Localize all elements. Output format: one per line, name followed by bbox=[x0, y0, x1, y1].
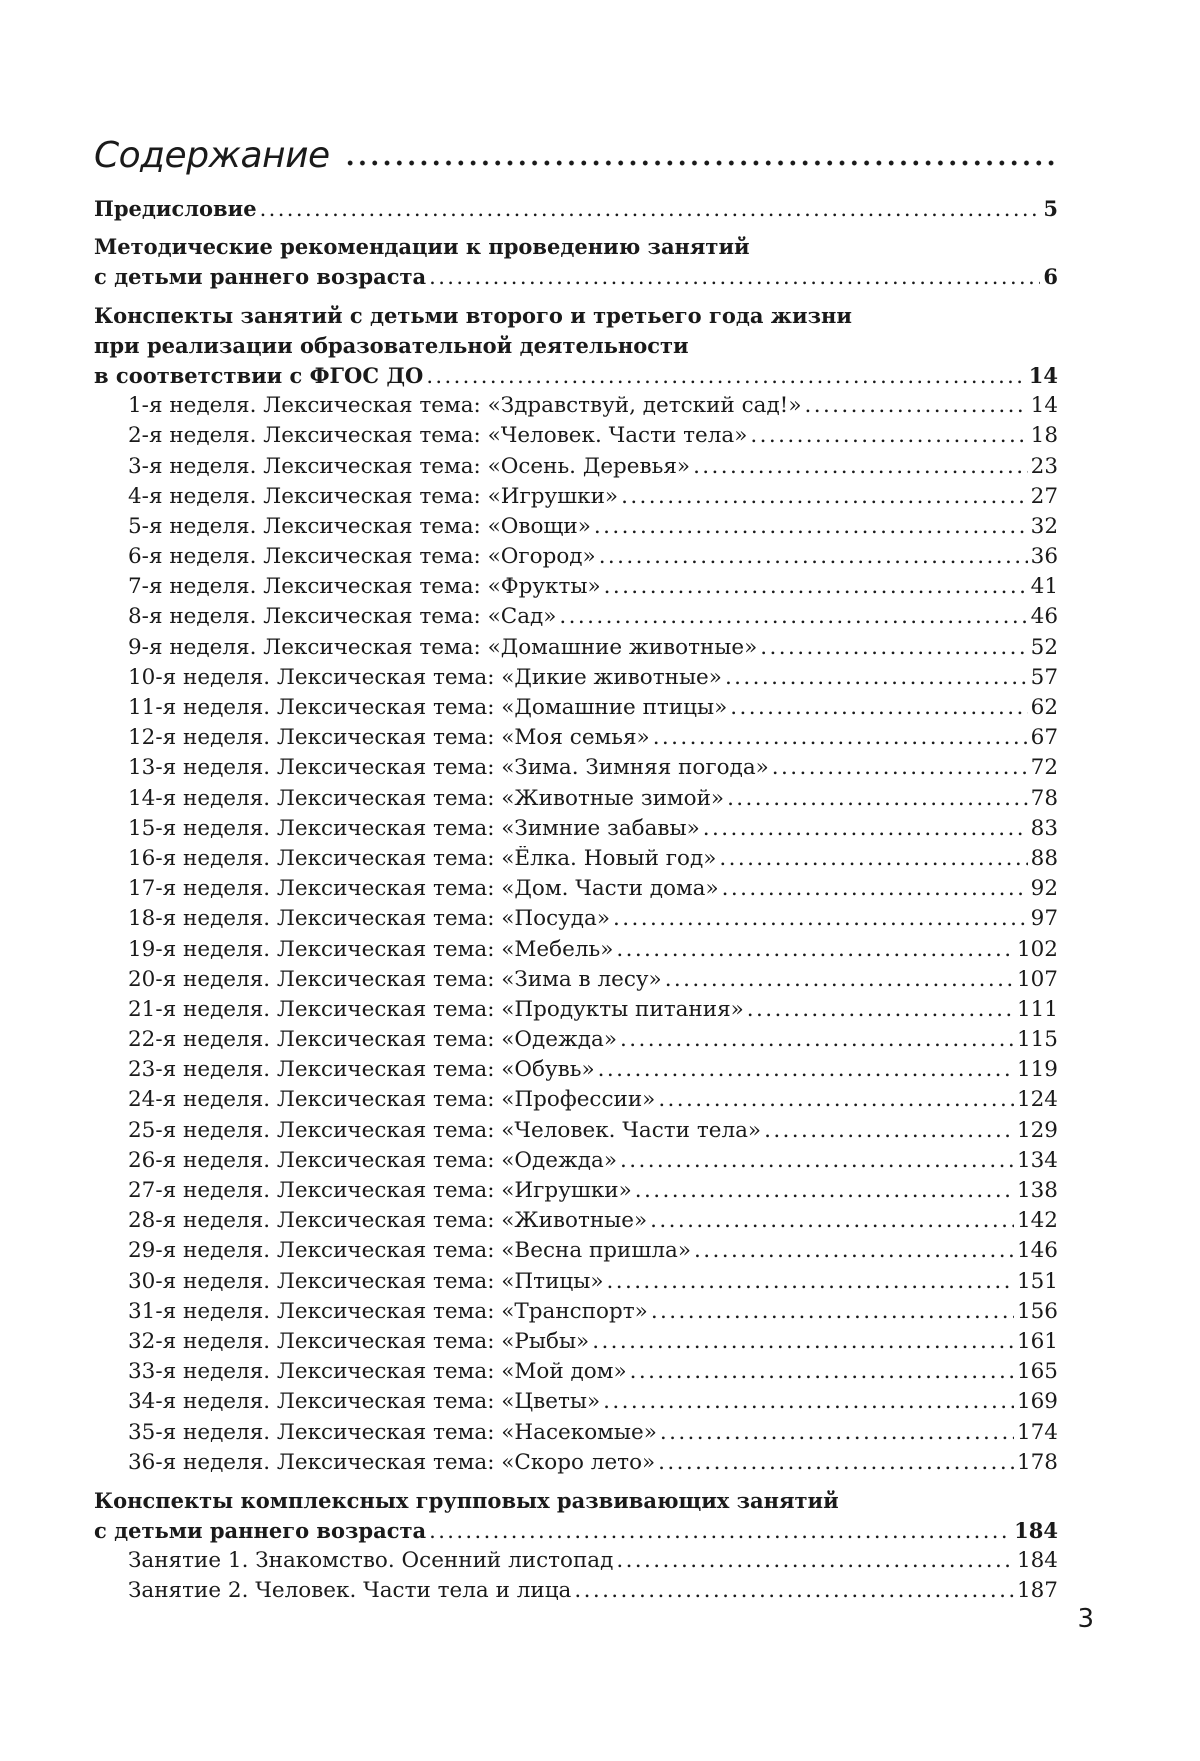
dot-leader bbox=[620, 1148, 1014, 1173]
toc-entry-text: 4-я неделя. Лексическая тема: «Игрушки» bbox=[128, 483, 619, 509]
toc-entry[interactable] bbox=[94, 454, 1058, 484]
toc-entry-text: 19-я неделя. Лексическая тема: «Мебель» bbox=[128, 936, 614, 962]
dot-leader bbox=[604, 574, 1028, 599]
toc-entry-text: 15-я неделя. Лексическая тема: «Зимние забавы» bbox=[128, 815, 700, 841]
toc-entry[interactable] bbox=[94, 695, 1058, 725]
dot-leader bbox=[727, 786, 1028, 811]
toc-entry[interactable] bbox=[94, 514, 1058, 544]
toc-entry-text: 23-я неделя. Лексическая тема: «Обувь» bbox=[128, 1057, 595, 1083]
dot-leader bbox=[621, 484, 1028, 509]
dot-leader bbox=[651, 1299, 1014, 1324]
toc-entry[interactable] bbox=[94, 393, 1058, 423]
toc-entry[interactable] bbox=[94, 665, 1058, 695]
section-heading-text: в соответствии с ФГОС ДО bbox=[94, 362, 424, 388]
toc-entry-page-number: 187 bbox=[1016, 1578, 1058, 1604]
toc-entry[interactable] bbox=[94, 906, 1058, 936]
toc-entry[interactable] bbox=[94, 544, 1058, 574]
dot-leader bbox=[429, 1519, 1011, 1543]
dot-leader bbox=[658, 1087, 1014, 1112]
toc-entry[interactable] bbox=[94, 1450, 1058, 1480]
dot-leader bbox=[730, 695, 1027, 720]
toc-entry[interactable] bbox=[94, 1269, 1058, 1299]
dot-leader bbox=[722, 876, 1028, 901]
section-page-number: 6 bbox=[1043, 264, 1058, 290]
dot-leader bbox=[594, 514, 1028, 539]
toc-entry-text: 25-я неделя. Лексическая тема: «Человек. Части тела» bbox=[128, 1117, 762, 1143]
dot-leader bbox=[598, 1057, 1014, 1082]
section-heading-line bbox=[94, 363, 1058, 393]
section-heading-line bbox=[94, 264, 1058, 294]
toc-entry-page-number: 62 bbox=[1030, 695, 1058, 720]
toc-entry-page-number: 165 bbox=[1016, 1359, 1058, 1385]
toc-entry-page-number: 57 bbox=[1030, 664, 1058, 690]
toc-entry-text: 17-я неделя. Лексическая тема: «Дом. Части дома» bbox=[128, 876, 719, 902]
section-heading-line bbox=[94, 1488, 1058, 1518]
dot-leader bbox=[760, 635, 1027, 660]
toc-entry-text: 24-я неделя. Лексическая тема: «Профессии» bbox=[128, 1087, 656, 1113]
toc-entry-page-number: 88 bbox=[1030, 845, 1058, 871]
toc-entry[interactable] bbox=[94, 1208, 1058, 1238]
dot-leader bbox=[772, 755, 1028, 780]
toc-entry-text: 6-я неделя. Лексическая тема: «Огород» bbox=[128, 544, 596, 570]
toc-entry-page-number: 52 bbox=[1030, 634, 1058, 660]
dot-leader bbox=[616, 1548, 1014, 1573]
toc-entry-page-number: 27 bbox=[1030, 483, 1058, 509]
toc-entry-page-number: 36 bbox=[1030, 544, 1058, 570]
toc-page bbox=[94, 120, 1058, 1609]
toc-entry[interactable] bbox=[94, 755, 1058, 785]
toc-entry-text: 30-я неделя. Лексическая тема: «Птицы» bbox=[128, 1268, 604, 1294]
toc-entry[interactable] bbox=[94, 1148, 1058, 1178]
section-heading-line bbox=[94, 303, 1058, 333]
toc-entry[interactable] bbox=[94, 725, 1058, 755]
toc-entry-page-number: 32 bbox=[1030, 513, 1058, 539]
section-heading-line bbox=[94, 1518, 1058, 1548]
dot-leader bbox=[426, 364, 1025, 388]
dot-leader bbox=[559, 604, 1027, 629]
dot-leader bbox=[747, 997, 1014, 1022]
toc-entry[interactable] bbox=[94, 1420, 1058, 1450]
dot-leader bbox=[603, 1389, 1014, 1414]
toc-entry-page-number: 72 bbox=[1030, 755, 1058, 781]
dot-leader bbox=[574, 1578, 1014, 1603]
dot-leader bbox=[592, 1329, 1014, 1354]
toc-entry-text: 2-я неделя. Лексическая тема: «Человек. Части тела» bbox=[128, 423, 748, 449]
toc-entry-page-number: 184 bbox=[1016, 1548, 1058, 1574]
toc-entry-page-number: 107 bbox=[1016, 966, 1058, 992]
section-heading-text: Конспекты комплексных групповых развивающих занятий bbox=[94, 1487, 839, 1513]
toc-entry-page-number: 169 bbox=[1016, 1389, 1058, 1415]
section-heading-text: при реализации образовательной деятельности bbox=[94, 332, 689, 358]
toc-entry-text: 21-я неделя. Лексическая тема: «Продукты питания» bbox=[128, 996, 744, 1022]
toc-entry-text: 16-я неделя. Лексическая тема: «Ёлка. Новый год» bbox=[128, 845, 717, 871]
toc-entry-page-number: 111 bbox=[1016, 996, 1058, 1022]
toc-entry[interactable] bbox=[94, 1118, 1058, 1148]
dot-leader bbox=[764, 1118, 1014, 1143]
page-number: 3 bbox=[1077, 1604, 1094, 1634]
section-page-number: 14 bbox=[1028, 362, 1058, 388]
section-heading-text: с детьми раннего возраста bbox=[94, 1518, 427, 1544]
dot-leader bbox=[630, 1359, 1014, 1384]
toc-entry-page-number: 151 bbox=[1016, 1268, 1058, 1294]
toc-entry[interactable] bbox=[94, 484, 1058, 514]
toc-entry[interactable] bbox=[94, 1087, 1058, 1117]
toc-entry[interactable] bbox=[94, 423, 1058, 453]
dot-leader bbox=[665, 967, 1014, 992]
toc-entry[interactable] bbox=[94, 816, 1058, 846]
toc-entry-text: 22-я неделя. Лексическая тема: «Одежда» bbox=[128, 1027, 617, 1053]
toc-entry[interactable] bbox=[94, 1578, 1058, 1608]
toc-entry-text: 3-я неделя. Лексическая тема: «Осень. Деревья» bbox=[128, 453, 691, 479]
toc-entry-page-number: 97 bbox=[1030, 906, 1058, 932]
toc-entry-text: 18-я неделя. Лексическая тема: «Посуда» bbox=[128, 906, 611, 932]
dot-leader bbox=[620, 1027, 1014, 1052]
toc-entry-page-number: 161 bbox=[1016, 1328, 1058, 1354]
toc-entry-page-number: 134 bbox=[1016, 1147, 1058, 1173]
toc-entry-text: 34-я неделя. Лексическая тема: «Цветы» bbox=[128, 1389, 601, 1415]
dot-leader bbox=[616, 937, 1014, 962]
toc-entry-page-number: 174 bbox=[1016, 1419, 1058, 1445]
toc-entry-text: Занятие 1. Знакомство. Осенний листопад bbox=[128, 1548, 614, 1574]
toc-entry[interactable] bbox=[94, 1238, 1058, 1268]
dot-leader bbox=[703, 816, 1028, 841]
toc-entry-page-number: 41 bbox=[1030, 574, 1058, 600]
toc-entry[interactable] bbox=[94, 1548, 1058, 1578]
toc-entry-text: 10-я неделя. Лексическая тема: «Дикие животные» bbox=[128, 664, 722, 690]
dot-leader bbox=[635, 1178, 1014, 1203]
toc-entry-text: 7-я неделя. Лексическая тема: «Фрукты» bbox=[128, 574, 601, 600]
dot-leader bbox=[725, 665, 1028, 690]
toc-entry[interactable] bbox=[94, 786, 1058, 816]
toc-entry-page-number: 156 bbox=[1016, 1298, 1058, 1324]
toc-entry-page-number: 129 bbox=[1016, 1117, 1058, 1143]
toc-entry-text: 11-я неделя. Лексическая тема: «Домашние птицы» bbox=[128, 695, 728, 720]
toc-entry-page-number: 83 bbox=[1030, 815, 1058, 841]
toc-entry-text: 26-я неделя. Лексическая тема: «Одежда» bbox=[128, 1147, 617, 1173]
toc-entry[interactable] bbox=[94, 574, 1058, 604]
toc-entry-page-number: 119 bbox=[1016, 1057, 1058, 1083]
toc-list bbox=[94, 196, 1058, 1609]
toc-entry-text: 9-я неделя. Лексическая тема: «Домашние животные» bbox=[128, 634, 758, 660]
toc-section bbox=[94, 303, 1058, 1480]
page-title: Содержание bbox=[94, 135, 330, 176]
toc-entry-text: 8-я неделя. Лексическая тема: «Сад» bbox=[128, 604, 557, 630]
toc-entry-page-number: 102 bbox=[1016, 936, 1058, 962]
dot-leader bbox=[694, 1238, 1014, 1263]
toc-entry-text: 14-я неделя. Лексическая тема: «Животные зимой» bbox=[128, 785, 725, 811]
toc-entry[interactable] bbox=[94, 635, 1058, 665]
toc-entry-page-number: 18 bbox=[1030, 423, 1058, 449]
toc-entry-page-number: 23 bbox=[1030, 453, 1058, 479]
toc-entry[interactable] bbox=[94, 1359, 1058, 1389]
dot-leader bbox=[660, 1420, 1014, 1445]
toc-entry-page-number: 178 bbox=[1016, 1449, 1058, 1475]
dot-leader bbox=[750, 423, 1027, 448]
toc-entry-text: 12-я неделя. Лексическая тема: «Моя семья» bbox=[128, 725, 650, 751]
toc-entry[interactable] bbox=[94, 604, 1058, 634]
toc-entry[interactable] bbox=[94, 876, 1058, 906]
toc-entry-page-number: 92 bbox=[1030, 876, 1058, 902]
toc-entry-page-number: 138 bbox=[1016, 1178, 1058, 1203]
toc-entry-page-number: 78 bbox=[1030, 785, 1058, 811]
section-page-number: 184 bbox=[1014, 1518, 1058, 1544]
toc-entry-page-number: 67 bbox=[1030, 725, 1058, 751]
toc-title-row bbox=[94, 120, 1058, 176]
toc-entry-text: 13-я неделя. Лексическая тема: «Зима. Зимняя погода» bbox=[128, 755, 769, 781]
section-heading-text: Конспекты занятий с детьми второго и третьего года жизни bbox=[94, 302, 852, 328]
toc-entry[interactable] bbox=[94, 1027, 1058, 1057]
toc-entry-text: 1-я неделя. Лексическая тема: «Здравствуй, детский сад!» bbox=[128, 393, 802, 419]
toc-entry[interactable] bbox=[94, 1057, 1058, 1087]
toc-entry[interactable] bbox=[94, 1389, 1058, 1419]
section-page-number: 5 bbox=[1043, 196, 1058, 221]
dot-leader bbox=[613, 906, 1028, 931]
toc-entry-text: 32-я неделя. Лексическая тема: «Рыбы» bbox=[128, 1328, 590, 1354]
dot-leader bbox=[650, 1208, 1014, 1233]
toc-section bbox=[94, 196, 1058, 226]
dot-leader bbox=[804, 393, 1027, 418]
dot-leader bbox=[653, 725, 1028, 750]
toc-entry-text: 31-я неделя. Лексическая тема: «Транспорт» bbox=[128, 1298, 648, 1324]
toc-entry[interactable] bbox=[94, 846, 1058, 876]
dot-leader bbox=[607, 1269, 1014, 1294]
toc-entry[interactable] bbox=[94, 1299, 1058, 1329]
toc-entry-text: 33-я неделя. Лексическая тема: «Мой дом» bbox=[128, 1359, 627, 1385]
section-heading-text: Предисловие bbox=[94, 196, 257, 221]
toc-section bbox=[94, 234, 1058, 294]
toc-entry[interactable] bbox=[94, 1329, 1058, 1359]
section-heading-line bbox=[94, 196, 1058, 226]
toc-entry-page-number: 146 bbox=[1016, 1238, 1058, 1264]
section-heading-line bbox=[94, 333, 1058, 363]
toc-entry[interactable] bbox=[94, 1178, 1058, 1208]
toc-entry-page-number: 124 bbox=[1016, 1087, 1058, 1113]
toc-entry-text: 36-я неделя. Лексическая тема: «Скоро лето» bbox=[128, 1449, 656, 1475]
toc-entry-text: 27-я неделя. Лексическая тема: «Игрушки» bbox=[128, 1178, 632, 1203]
toc-entry-text: Занятие 2. Человек. Части тела и лица bbox=[128, 1578, 572, 1604]
toc-entry-page-number: 46 bbox=[1030, 604, 1058, 630]
dot-leader bbox=[693, 454, 1028, 479]
toc-entry-text: 35-я неделя. Лексическая тема: «Насекомые» bbox=[128, 1419, 657, 1445]
toc-entry-text: 28-я неделя. Лексическая тема: «Животные» bbox=[128, 1208, 648, 1234]
dot-leader bbox=[719, 846, 1027, 871]
toc-entry-text: 5-я неделя. Лексическая тема: «Овощи» bbox=[128, 513, 591, 539]
toc-section bbox=[94, 1488, 1058, 1609]
dot-leader bbox=[599, 544, 1028, 569]
dot-leader bbox=[429, 265, 1040, 289]
dot-leader bbox=[658, 1450, 1014, 1475]
title-dot-leader bbox=[344, 160, 1058, 166]
toc-entry[interactable] bbox=[94, 997, 1058, 1027]
toc-entry-page-number: 115 bbox=[1016, 1027, 1058, 1053]
section-heading-line bbox=[94, 234, 1058, 264]
toc-entry-page-number: 14 bbox=[1030, 393, 1058, 419]
toc-entry-page-number: 142 bbox=[1016, 1208, 1058, 1234]
toc-entry[interactable] bbox=[94, 937, 1058, 967]
toc-entry[interactable] bbox=[94, 967, 1058, 997]
toc-entry-text: 29-я неделя. Лексическая тема: «Весна пришла» bbox=[128, 1238, 692, 1264]
dot-leader bbox=[260, 197, 1041, 221]
toc-entry-text: 20-я неделя. Лексическая тема: «Зима в лесу» bbox=[128, 966, 662, 992]
section-heading-text: Методические рекомендации к проведению занятий bbox=[94, 234, 750, 260]
section-heading-text: с детьми раннего возраста bbox=[94, 264, 427, 290]
